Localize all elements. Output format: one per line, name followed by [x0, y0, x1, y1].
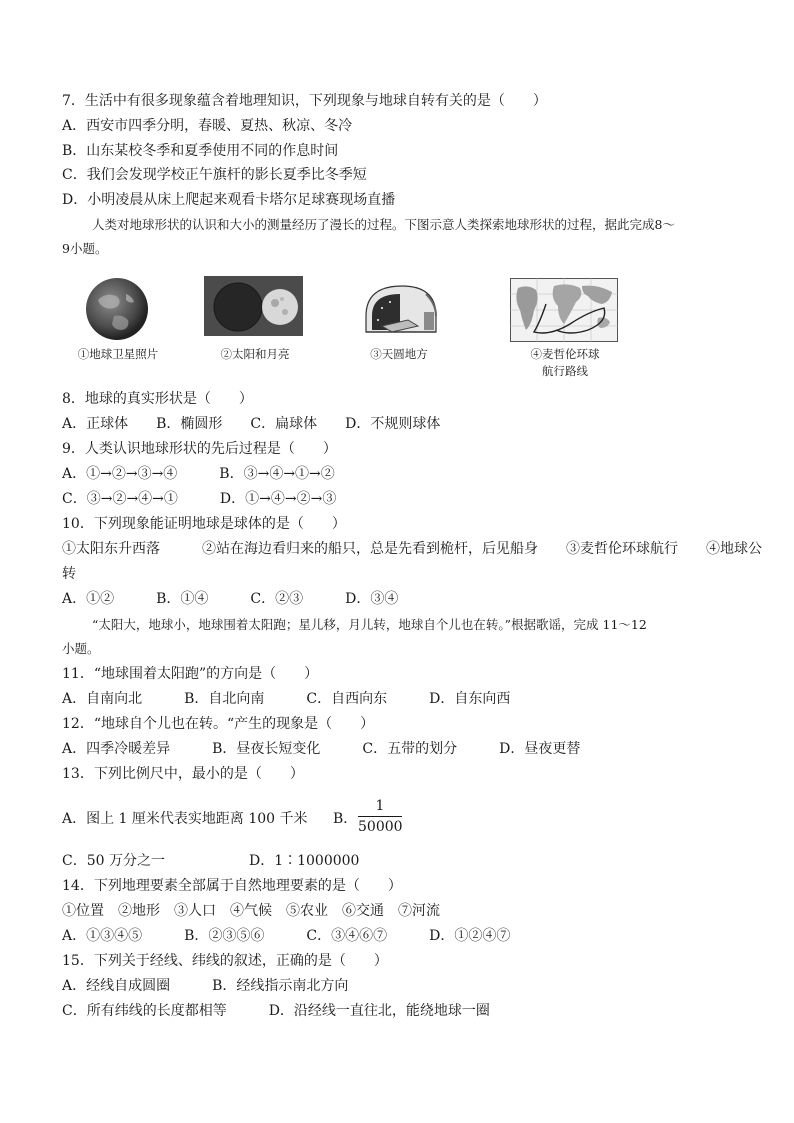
intro-11-12-line1: “太阳大，地球小，地球围着太阳跑；星儿移，月儿转，地球自个儿也在转。”根据歌谣，完成 11～12	[92, 617, 647, 632]
q10-items-line2: 转	[62, 566, 76, 582]
q9-stem: 9．人类认识地球形状的先后过程是（ ）	[62, 441, 337, 457]
earth-satellite-photo	[84, 276, 150, 342]
figure-caption-4-line2: 航行路线	[542, 364, 588, 378]
round-heaven-square-earth-illustration	[360, 282, 442, 338]
q10-options: A．①② B．①④ C．②③ D．③④	[62, 591, 399, 607]
q15-stem: 15．下列关于经线、纬线的叙述，正确的是（ ）	[62, 953, 388, 969]
q7-option-c: C．我们会发现学校正午旗杆的影长夏季比冬季短	[62, 167, 367, 183]
magellan-route-map	[510, 278, 618, 342]
sun-and-moon-photo	[204, 276, 303, 336]
q13-options-cd: C．50 万分之一 D．1∶1000000	[62, 853, 360, 869]
q8-options: A．正球体 B．椭圆形 C．扁球体 D．不规则球体	[62, 416, 441, 432]
q15-options-cd: C．所有纬线的长度都相等 D．沿经线一直往北，能绕地球一圈	[62, 1003, 490, 1019]
q7-option-a: A．西安市四季分明，春暖、夏热、秋凉、冬冷	[62, 118, 353, 134]
q7-option-d: D．小明凌晨从床上爬起来观看卡塔尔足球赛现场直播	[62, 192, 396, 208]
figure-caption-3: ③天圆地方	[370, 347, 428, 361]
q15-options-ab: A．经线自成圆圈 B．经线指示南北方向	[62, 978, 349, 994]
q7-stem: 7．生活中有很多现象蕴含着地理知识，下列现象与地球自转有关的是（ ）	[62, 93, 547, 109]
q13-option-b-fraction	[358, 798, 402, 835]
q13-stem: 13．下列比例尺中，最小的是（ ）	[62, 766, 304, 782]
q8-stem: 8．地球的真实形状是（ ）	[62, 391, 253, 407]
q7-option-b: B．山东某校冬季和夏季使用不同的作息时间	[62, 143, 339, 159]
q12-options: A．四季冷暖差异 B．昼夜长短变化 C．五带的划分 D．昼夜更替	[62, 741, 581, 757]
intro-8-9-line2: 9小题。	[62, 241, 108, 256]
q13-option-b-label: B．	[333, 811, 358, 827]
fraction-numerator: 1	[375, 798, 385, 814]
q14-items: ①位置 ②地形 ③人口 ④气候 ⑤农业 ⑥交通 ⑦河流	[62, 903, 440, 919]
figure-caption-4: ④麦哲伦环球	[530, 347, 600, 361]
intro-11-12-line2: 小题。	[62, 641, 100, 656]
fraction-bar	[358, 816, 402, 817]
intro-8-9-line1: 人类对地球形状的认识和大小的测量经历了漫长的过程。下图示意人类探索地球形状的过程，据此完成8～	[92, 217, 675, 232]
figure-caption-1: ①地球卫星照片	[77, 347, 159, 361]
q9-options-cd: C．③→②→④→① D．①→④→②→③	[62, 491, 337, 507]
q14-stem: 14．下列地理要素全部属于自然地理要素的是（ ）	[62, 878, 402, 894]
q11-options: A．自南向北 B．自北向南 C．自西向东 D．自东向西	[62, 691, 511, 707]
q11-stem: 11．“地球围着太阳跑”的方向是（ ）	[62, 666, 319, 682]
q12-stem: 12．“地球自个儿也在转。“产生的现象是（ ）	[62, 716, 375, 732]
q14-options: A．①③④⑤ B．②③⑤⑥ C．③④⑥⑦ D．①②④⑦	[62, 928, 511, 944]
q13-option-a: A．图上 1 厘米代表实地距离 100 千米	[62, 811, 308, 827]
figure-caption-2: ②太阳和月亮	[220, 347, 290, 361]
q9-options-ab: A．①→②→③→④ B．③→④→①→②	[62, 466, 335, 482]
fraction-denominator: 50000	[358, 819, 403, 835]
q10-items-line1: ①太阳东升西落 ②站在海边看归来的船只，总是先看到桅杆，后见船身 ③麦哲伦环球航行 ④地球公	[62, 541, 762, 557]
q10-stem: 10．下列现象能证明地球是球体的是（ ）	[62, 516, 346, 532]
